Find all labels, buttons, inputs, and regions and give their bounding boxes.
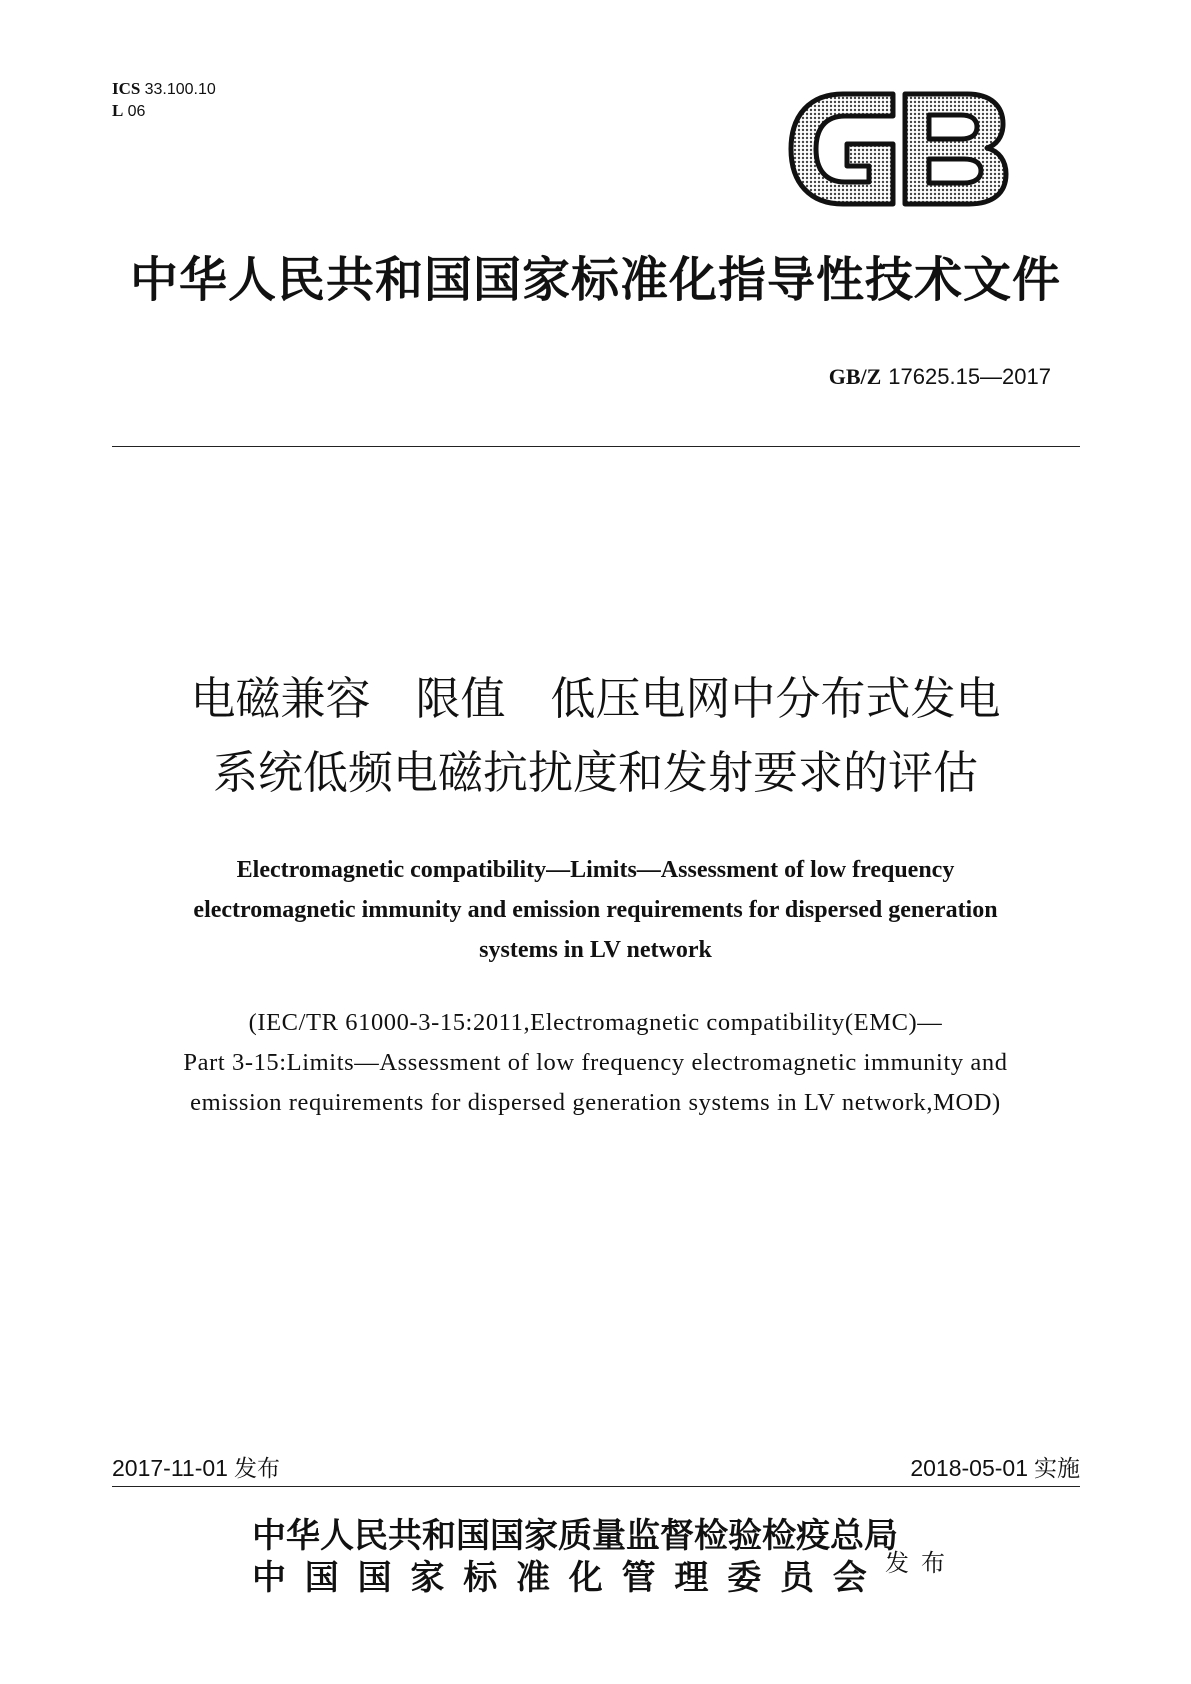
ccs-code — [112, 100, 216, 122]
top-divider — [112, 446, 1080, 447]
ccs-value: 06 — [127, 103, 146, 120]
gb-logo-icon — [785, 88, 1011, 210]
bottom-divider — [112, 1486, 1080, 1487]
ics-code — [112, 78, 216, 100]
standard-number — [829, 364, 1051, 390]
issuer-line-2: 中国国家标准化管理委员会 — [252, 1558, 886, 1598]
english-title — [0, 850, 1191, 970]
english-title-line-3: systems in LV network — [479, 937, 712, 963]
implementation-date-value: 2018-05-01 — [910, 1455, 1028, 1481]
standard-prefix: GB/Z — [828, 364, 882, 389]
adoption-line-1: (IEC/TR 61000-3-15:2011,Electromagnetic compatibility(EMC)— — [248, 1009, 943, 1036]
ics-label: ICS — [112, 79, 141, 98]
standard-code: 17625.15—2017 — [888, 364, 1051, 389]
implementation-date — [910, 1450, 1080, 1483]
issuer-line-1: 中华人民共和国国家质量监督检验检疫总局 — [252, 1516, 898, 1556]
english-title-line-1: Electromagnetic compatibility—Limits—Assessment of low frequency — [236, 857, 955, 883]
adoption-line-2: Part 3-15:Limits—Assessment of low frequency electromagnetic immunity and — [183, 1049, 1008, 1076]
issue-date — [112, 1450, 280, 1483]
english-title-line-2: electromagnetic immunity and emission requirements for dispersed generation — [193, 897, 998, 923]
classification-codes — [112, 78, 216, 122]
issuing-authorities — [252, 1515, 898, 1599]
chinese-title-line-1: 电磁兼容 限值 低压电网中分布式发电 — [190, 672, 1001, 725]
issue-date-label: 发布 — [233, 1456, 280, 1482]
ccs-label: L — [112, 101, 124, 120]
issue-date-value: 2017-11-01 — [112, 1455, 228, 1481]
adoption-line-3: emission requirements for dispersed generation systems in LV network,MOD) — [190, 1089, 1001, 1116]
publish-label: 发布 — [885, 1549, 957, 1577]
adoption-reference — [0, 1003, 1191, 1123]
implementation-date-label: 实施 — [1034, 1456, 1080, 1482]
ics-value: 33.100.10 — [144, 81, 216, 98]
chinese-title-line-2: 系统低频电磁抗扰度和发射要求的评估 — [212, 746, 978, 799]
document-type-heading: 中华人民共和国国家标准化指导性技术文件 — [129, 252, 1061, 308]
